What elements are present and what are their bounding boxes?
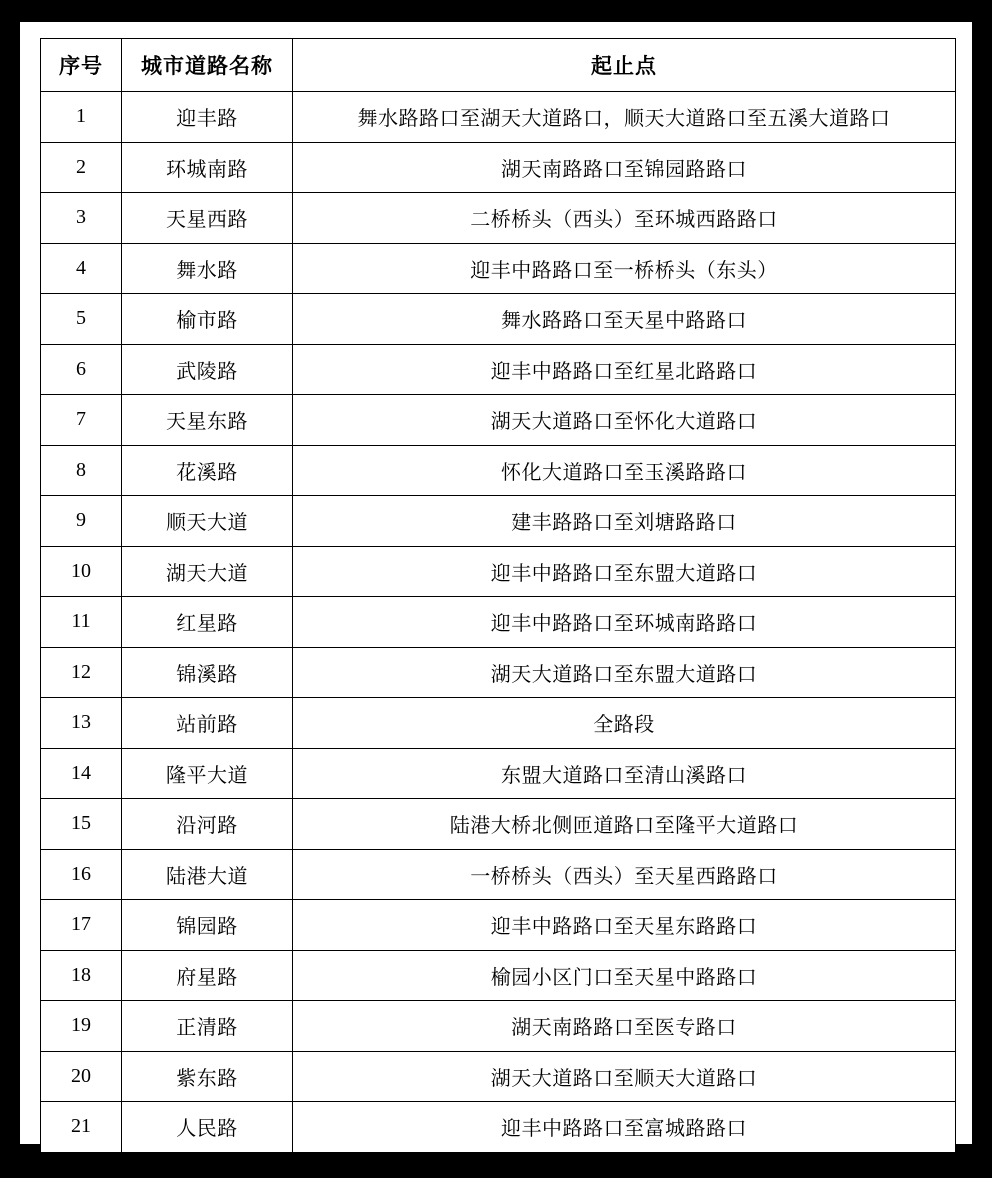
cell-index: 13 [41, 698, 122, 749]
table-row [41, 546, 956, 597]
cell-range: 迎丰中路路口至环城南路路口 [293, 597, 956, 648]
cell-road-name: 人民路 [122, 1102, 293, 1153]
cell-range: 湖天南路路口至医专路口 [293, 1001, 956, 1052]
table-row [41, 799, 956, 850]
cell-road-name: 花溪路 [122, 445, 293, 496]
cell-range: 东盟大道路口至清山溪路口 [293, 748, 956, 799]
cell-index: 1 [41, 92, 122, 143]
cell-road-name: 紫东路 [122, 1051, 293, 1102]
city-road-table [40, 38, 956, 1153]
cell-road-name: 天星东路 [122, 395, 293, 446]
table-row [41, 1001, 956, 1052]
cell-road-name: 站前路 [122, 698, 293, 749]
cell-range: 舞水路路口至天星中路路口 [293, 294, 956, 345]
cell-road-name: 沿河路 [122, 799, 293, 850]
table-header [41, 39, 956, 92]
table-row [41, 597, 956, 648]
cell-road-name: 顺天大道 [122, 496, 293, 547]
table-row [41, 142, 956, 193]
cell-range: 湖天南路路口至锦园路路口 [293, 142, 956, 193]
cell-range: 建丰路路口至刘塘路路口 [293, 496, 956, 547]
cell-index: 21 [41, 1102, 122, 1153]
table-row [41, 294, 956, 345]
table-body [41, 92, 956, 1153]
table-row [41, 445, 956, 496]
column-header-range: 起止点 [293, 39, 956, 92]
cell-road-name: 榆市路 [122, 294, 293, 345]
cell-road-name: 环城南路 [122, 142, 293, 193]
cell-range: 一桥桥头（西头）至天星西路路口 [293, 849, 956, 900]
cell-road-name: 锦园路 [122, 900, 293, 951]
table-row [41, 849, 956, 900]
table-row [41, 395, 956, 446]
cell-road-name: 武陵路 [122, 344, 293, 395]
cell-range: 全路段 [293, 698, 956, 749]
table-row [41, 748, 956, 799]
cell-index: 4 [41, 243, 122, 294]
cell-road-name: 红星路 [122, 597, 293, 648]
cell-index: 3 [41, 193, 122, 244]
cell-range: 湖天大道路口至东盟大道路口 [293, 647, 956, 698]
cell-index: 9 [41, 496, 122, 547]
cell-road-name: 陆港大道 [122, 849, 293, 900]
table-row [41, 1102, 956, 1153]
cell-road-name: 锦溪路 [122, 647, 293, 698]
cell-road-name: 正清路 [122, 1001, 293, 1052]
cell-index: 14 [41, 748, 122, 799]
table-row [41, 92, 956, 143]
column-header-road-name: 城市道路名称 [122, 39, 293, 92]
cell-index: 15 [41, 799, 122, 850]
cell-index: 6 [41, 344, 122, 395]
cell-index: 8 [41, 445, 122, 496]
table-row [41, 193, 956, 244]
cell-range: 湖天大道路口至顺天大道路口 [293, 1051, 956, 1102]
cell-road-name: 天星西路 [122, 193, 293, 244]
cell-road-name: 湖天大道 [122, 546, 293, 597]
cell-index: 19 [41, 1001, 122, 1052]
cell-index: 12 [41, 647, 122, 698]
table-row [41, 950, 956, 1001]
cell-range: 迎丰中路路口至一桥桥头（东头） [293, 243, 956, 294]
cell-range: 迎丰中路路口至东盟大道路口 [293, 546, 956, 597]
cell-index: 16 [41, 849, 122, 900]
cell-range: 舞水路路口至湖天大道路口，顺天大道路口至五溪大道路口 [293, 92, 956, 143]
column-header-index: 序号 [41, 39, 122, 92]
table-row [41, 900, 956, 951]
table-row [41, 698, 956, 749]
cell-index: 11 [41, 597, 122, 648]
document-page [20, 22, 972, 1144]
cell-range: 二桥桥头（西头）至环城西路路口 [293, 193, 956, 244]
cell-range: 迎丰中路路口至红星北路路口 [293, 344, 956, 395]
cell-range: 怀化大道路口至玉溪路路口 [293, 445, 956, 496]
cell-index: 10 [41, 546, 122, 597]
cell-road-name: 府星路 [122, 950, 293, 1001]
table-row [41, 647, 956, 698]
table-header-row [41, 39, 956, 92]
cell-range: 榆园小区门口至天星中路路口 [293, 950, 956, 1001]
cell-range: 湖天大道路口至怀化大道路口 [293, 395, 956, 446]
cell-road-name: 隆平大道 [122, 748, 293, 799]
cell-range: 陆港大桥北侧匝道路口至隆平大道路口 [293, 799, 956, 850]
table-row [41, 496, 956, 547]
cell-road-name: 舞水路 [122, 243, 293, 294]
cell-range: 迎丰中路路口至天星东路路口 [293, 900, 956, 951]
table-row [41, 243, 956, 294]
cell-index: 7 [41, 395, 122, 446]
table-row [41, 344, 956, 395]
cell-range: 迎丰中路路口至富城路路口 [293, 1102, 956, 1153]
cell-index: 20 [41, 1051, 122, 1102]
cell-index: 2 [41, 142, 122, 193]
cell-index: 17 [41, 900, 122, 951]
cell-index: 18 [41, 950, 122, 1001]
cell-road-name: 迎丰路 [122, 92, 293, 143]
table-row [41, 1051, 956, 1102]
cell-index: 5 [41, 294, 122, 345]
